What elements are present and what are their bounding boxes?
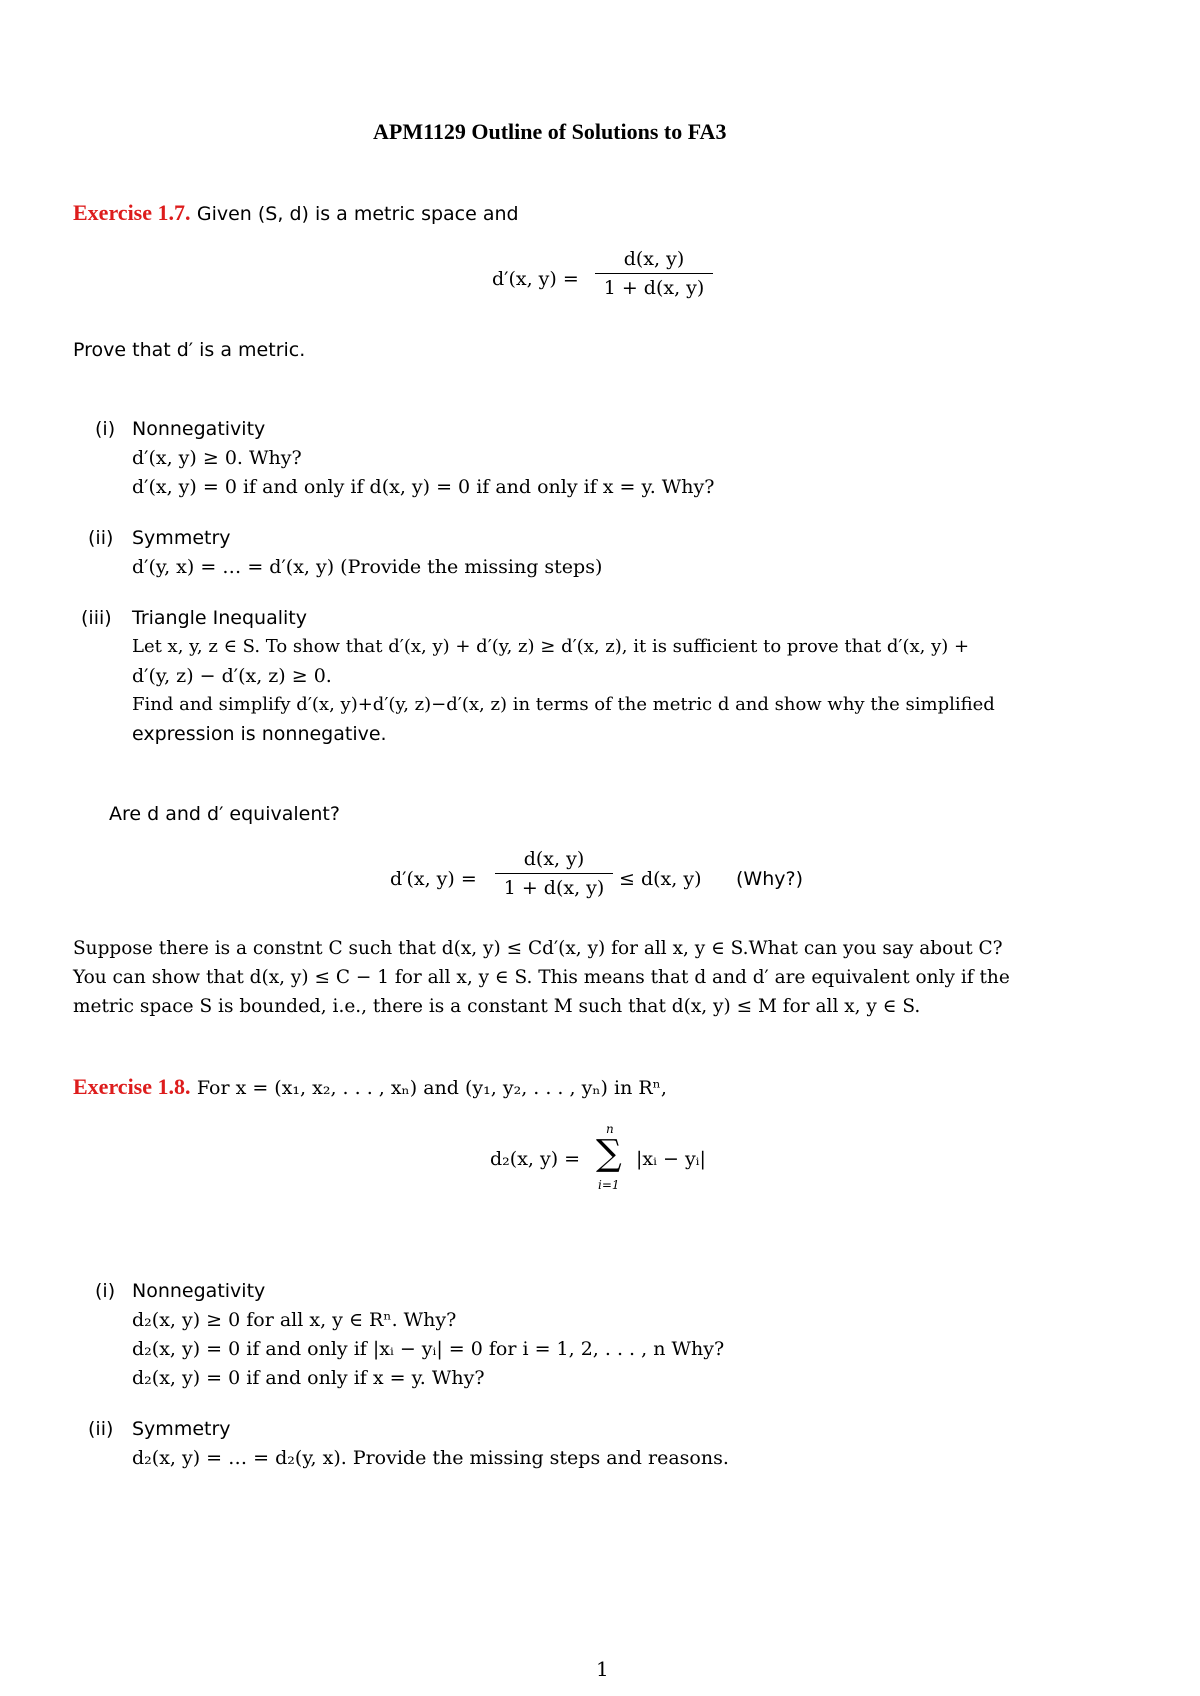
exercise-1-7-label: Exercise 1.7. — [73, 200, 191, 225]
inequality-denominator: 1 + d(x, y) — [495, 873, 613, 899]
inequality-numerator: d(x, y) — [523, 848, 585, 870]
item-iii-line-2: d′(y, z) − d′(x, z) ≥ 0. — [132, 665, 332, 687]
ex18-item-i-marker: (i) — [95, 1280, 116, 1302]
item-i-title: Nonnegativity — [132, 418, 266, 440]
item-iii-line-4: expression is nonnegative. — [132, 723, 387, 745]
item-ii-marker: (ii) — [88, 527, 114, 549]
ex18-item-i-title: Nonnegativity — [132, 1280, 266, 1302]
item-ii-line-1: d′(y, x) = … = d′(x, y) (Provide the missing steps) — [132, 556, 603, 578]
inequality-lhs: d′(x, y) = — [390, 868, 477, 890]
ex18-item-i-line-3: d₂(x, y) = 0 if and only if x = y. Why? — [132, 1367, 485, 1389]
equivalence-question: Are d and d′ equivalent? — [109, 803, 340, 825]
sum-lower-limit: i=1 — [598, 1178, 620, 1192]
item-iii-line-3: Find and simplify d′(x, y)+d′(y, z)−d′(x, z) in terms of the metric d and show why the simplified — [132, 694, 995, 715]
item-iii-marker: (iii) — [81, 607, 112, 629]
d-prime-denominator: 1 + d(x, y) — [595, 273, 713, 299]
exercise-1-8-intro: For x = (x₁, x₂, . . . , xₙ) and (y₁, y₂, . . . , yₙ) in Rⁿ, — [196, 1077, 667, 1099]
item-iii-line-1: Let x, y, z ∈ S. To show that d′(x, y) + d′(y, z) ≥ d′(x, z), it is sufficient to prove that d′(x, y) + — [132, 636, 970, 657]
ex18-item-ii-title: Symmetry — [132, 1418, 231, 1440]
sum-term: |xᵢ − yᵢ| — [636, 1148, 706, 1170]
page-title: APM1129 Outline of Solutions to FA3 — [373, 119, 727, 144]
ex18-item-i-line-1: d₂(x, y) ≥ 0 for all x, y ∈ Rⁿ. Why? — [132, 1309, 457, 1331]
d-prime-definition-fraction — [595, 248, 713, 299]
ex18-item-ii-marker: (ii) — [88, 1418, 114, 1440]
item-i-marker: (i) — [95, 418, 116, 440]
inequality-rhs: ≤ d(x, y) — [619, 868, 702, 890]
paragraph-line-2: You can show that d(x, y) ≤ C − 1 for all x, y ∈ S. This means that d and d′ are equivalent only if the — [73, 967, 1010, 988]
prove-statement: Prove that d′ is a metric. — [73, 339, 306, 361]
d-prime-definition-lhs: d′(x, y) = — [492, 268, 579, 290]
item-iii-title: Triangle Inequality — [132, 607, 307, 629]
exercise-1-7-intro: Given (S, d) is a metric space and — [196, 203, 519, 225]
sum-upper-limit: n — [606, 1122, 614, 1136]
page-number: 1 — [596, 1657, 609, 1681]
exercise-1-8-label: Exercise 1.8. — [73, 1074, 191, 1099]
exercise-1-7-heading — [73, 200, 519, 226]
inequality-fraction — [495, 848, 613, 899]
paragraph-line-1: Suppose there is a constnt C such that d(x, y) ≤ Cd′(x, y) for all x, y ∈ S.What can you say about C? — [73, 938, 1003, 959]
d-prime-numerator: d(x, y) — [623, 248, 685, 270]
ex18-item-ii-line-1: d₂(x, y) = … = d₂(y, x). Provide the missing steps and reasons. — [132, 1447, 729, 1469]
item-i-line-1: d′(x, y) ≥ 0. Why? — [132, 447, 302, 469]
item-i-line-2: d′(x, y) = 0 if and only if d(x, y) = 0 if and only if x = y. Why? — [132, 476, 715, 498]
exercise-1-8-heading — [73, 1074, 667, 1100]
item-ii-title: Symmetry — [132, 527, 231, 549]
d2-definition-lhs: d₂(x, y) = — [490, 1148, 581, 1170]
inequality-why: (Why?) — [736, 868, 803, 890]
summation-icon: ∑ — [596, 1133, 622, 1174]
ex18-item-i-line-2: d₂(x, y) = 0 if and only if |xᵢ − yᵢ| = 0 for i = 1, 2, . . . , n Why? — [132, 1338, 725, 1360]
paragraph-line-3: metric space S is bounded, i.e., there is a constant M such that d(x, y) ≤ M for all x, y ∈ S. — [73, 996, 921, 1017]
